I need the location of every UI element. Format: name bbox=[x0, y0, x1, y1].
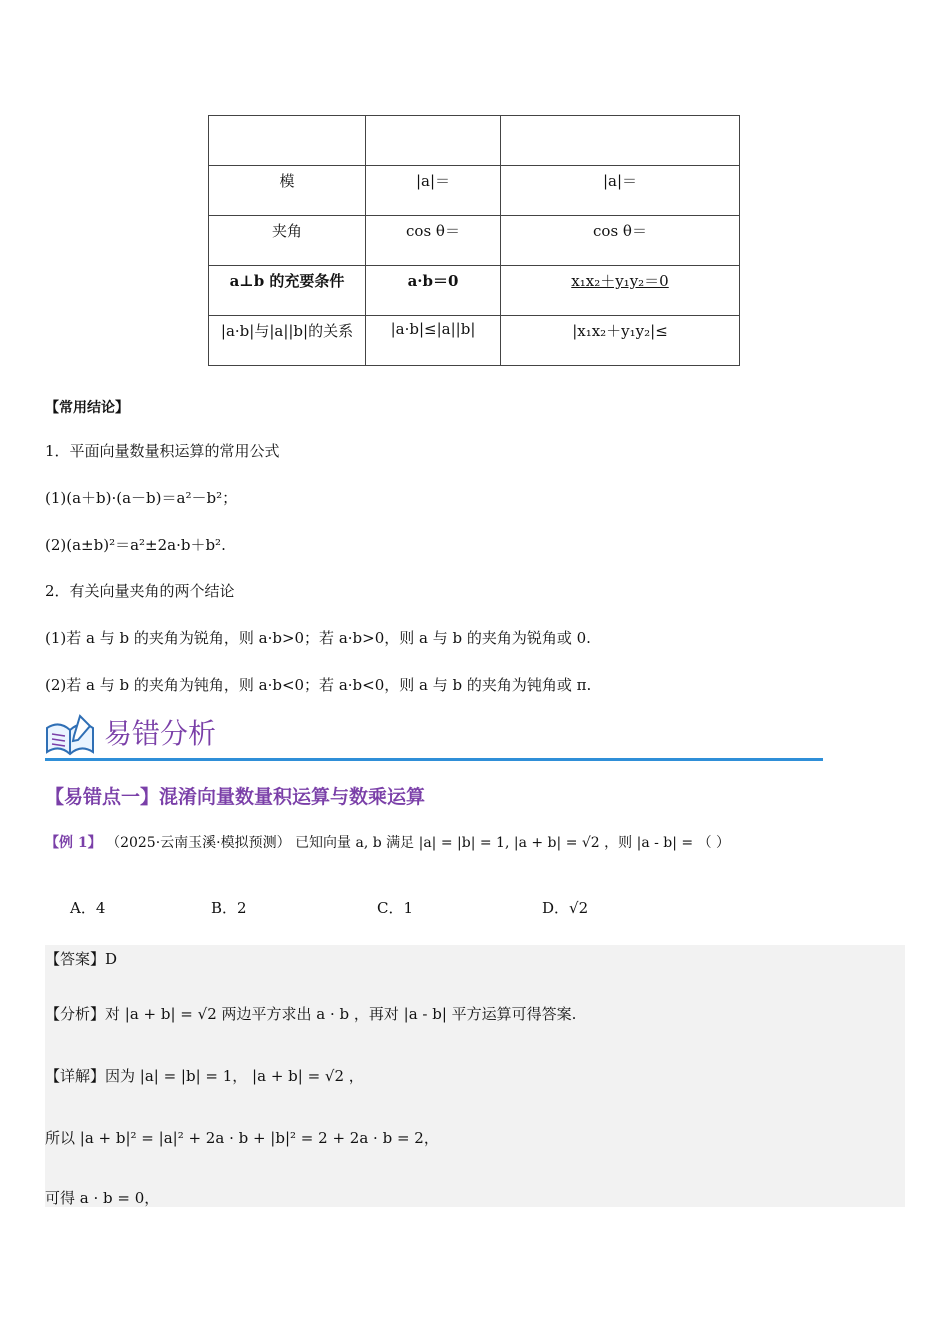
conclusion-item-1: 1．平面向量数量积运算的常用公式 bbox=[45, 442, 280, 460]
step-1: 所以 |a + b|² = |a|² + 2a · b + |b|² = 2 + 2a · b = 2， bbox=[45, 1129, 439, 1147]
table-cell: x₁x₂＋y₁y₂＝0 bbox=[501, 266, 740, 316]
table-row bbox=[209, 116, 740, 166]
table-cell: 模 bbox=[209, 166, 366, 216]
conclusion-1: (1)若 a 与 b 的夹角为锐角，则 a·b>0；若 a·b>0，则 a 与 b 的夹角为锐角或 0. bbox=[45, 629, 591, 647]
conclusion-2: (2)若 a 与 b 的夹角为钝角，则 a·b<0；若 a·b<0，则 a 与 b 的夹角为钝角或 π. bbox=[45, 676, 592, 694]
comparison-table bbox=[208, 115, 740, 366]
example-text: 已知向量 a, b 满足 |a| = |b| = 1, |a + b| = √2 ，则 |a - b| = （ ） bbox=[295, 835, 731, 851]
example-source: （2025·云南玉溪·模拟预测） bbox=[106, 835, 291, 851]
section-title: 易错分析 bbox=[104, 717, 217, 750]
table-row bbox=[209, 316, 740, 366]
formula-2: (2)(a±b)²＝a²±2a·b＋b². bbox=[45, 536, 226, 554]
example-1 bbox=[45, 832, 730, 852]
table-cell: |a|＝ bbox=[366, 166, 501, 216]
analysis-line: 【分析】对 |a + b| = √2 两边平方求出 a · b ，再对 |a - b| 平方运算可得答案. bbox=[45, 1005, 577, 1023]
table-cell bbox=[209, 116, 366, 166]
table-cell bbox=[501, 116, 740, 166]
table-cell: |a|＝ bbox=[501, 166, 740, 216]
error-point-title: 【易错点一】混淆向量数量积运算与数乘运算 bbox=[45, 786, 426, 808]
table-cell: 夹角 bbox=[209, 216, 366, 266]
table-cell: |a·b|与|a||b|的关系 bbox=[209, 316, 366, 366]
table-cell: cos θ＝ bbox=[366, 216, 501, 266]
table-row bbox=[209, 216, 740, 266]
table-row bbox=[209, 166, 740, 216]
detail-line: 【详解】因为 |a| = |b| = 1， |a + b| = √2 ， bbox=[45, 1067, 364, 1085]
section-divider bbox=[45, 758, 823, 761]
step-2: 可得 a · b = 0， bbox=[45, 1189, 160, 1207]
table-cell: |x₁x₂＋y₁y₂|≤ bbox=[501, 316, 740, 366]
example-label: 【例 1】 bbox=[45, 835, 102, 851]
conclusion-item-2: 2．有关向量夹角的两个结论 bbox=[45, 582, 235, 600]
choice-d: D．√2 bbox=[542, 899, 589, 917]
formula-1: (1)(a＋b)·(a－b)＝a²－b²； bbox=[45, 489, 238, 507]
choice-b: B．2 bbox=[211, 899, 247, 917]
table-cell: a⊥b 的充要条件 bbox=[209, 266, 366, 316]
choice-c: C．1 bbox=[377, 899, 414, 917]
answer-line: 【答案】D bbox=[45, 950, 118, 968]
table-cell: cos θ＝ bbox=[501, 216, 740, 266]
table-cell bbox=[366, 116, 501, 166]
table-cell: |a·b|≤|a||b| bbox=[366, 316, 501, 366]
table-row bbox=[209, 266, 740, 316]
open-book-icon bbox=[44, 712, 96, 758]
choice-a: A．4 bbox=[70, 899, 106, 917]
conclusions-title: 【常用结论】 bbox=[45, 400, 129, 416]
table-cell: a·b＝0 bbox=[366, 266, 501, 316]
